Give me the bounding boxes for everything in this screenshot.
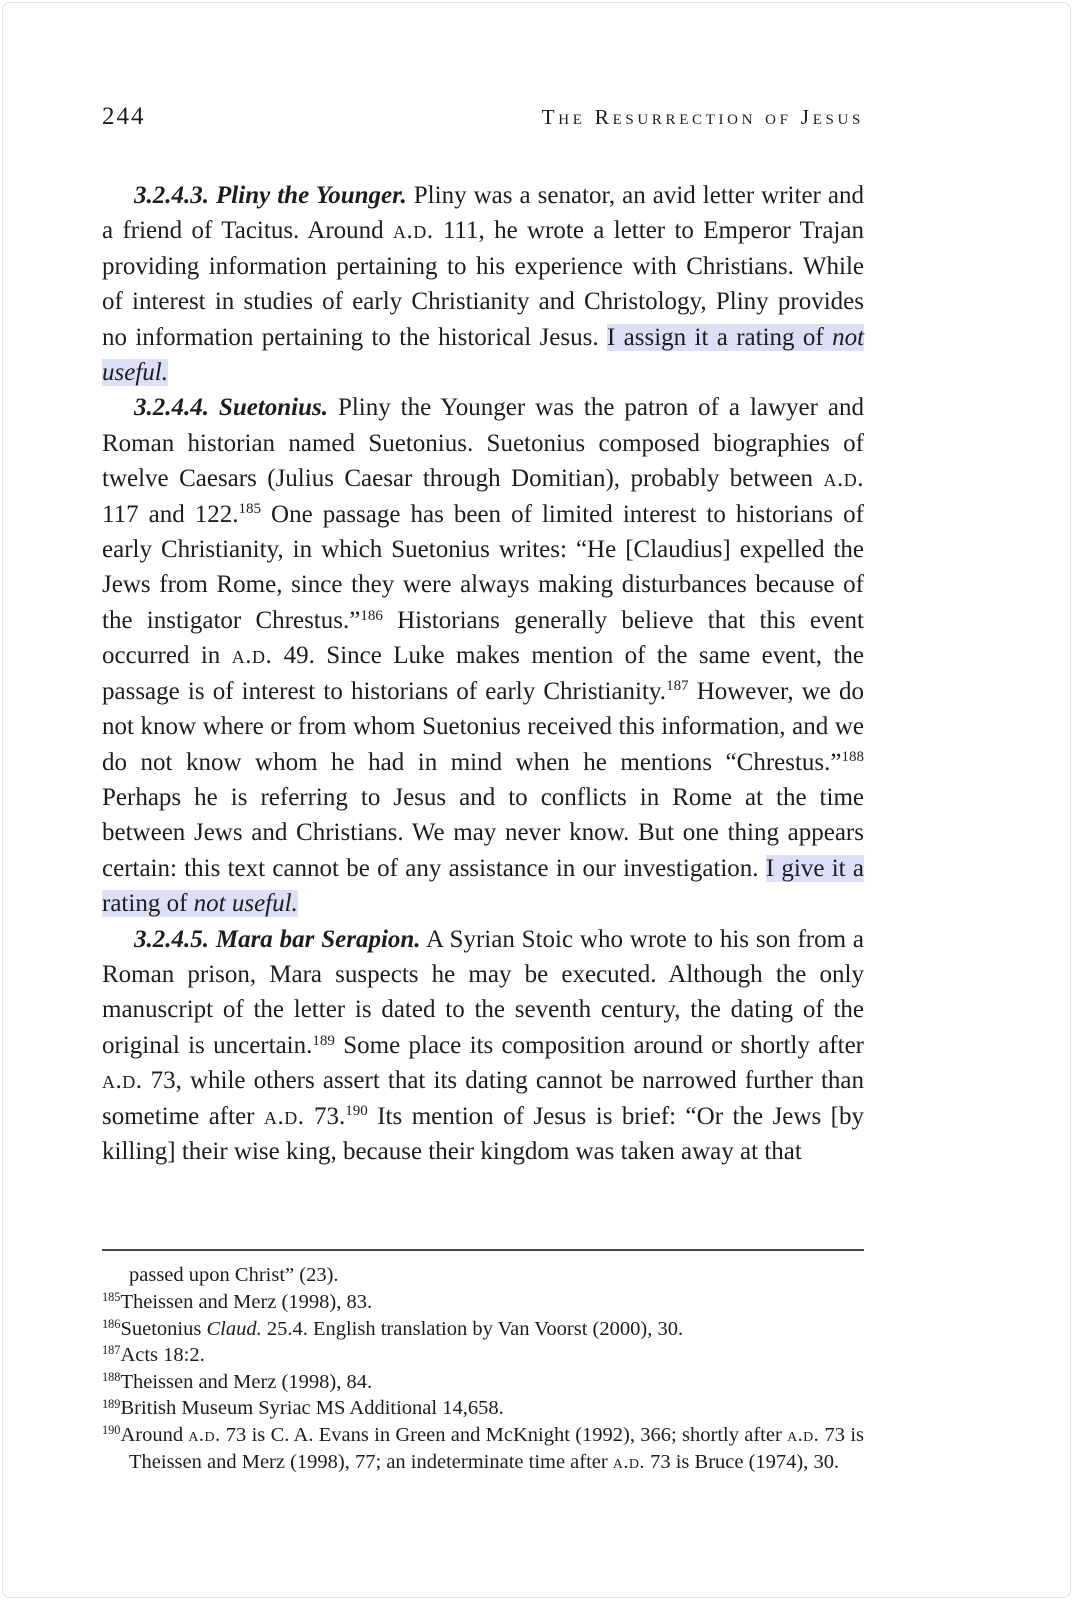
footnote-ref: 189	[312, 1032, 335, 1049]
footnote-item	[102, 1422, 864, 1475]
text-segment: 111, he wrote a letter to Emperor Trajan providing information pertaining to his experience with Christians. While of interest in studies of early Christianity and Christology, Pliny provides no information pertaining to the historical Jesus.	[102, 217, 864, 351]
page-content	[102, 103, 864, 1475]
text-segment: a.d.	[787, 1423, 820, 1446]
text-segment: Theissen and Merz (1998), 83.	[120, 1290, 373, 1313]
text-segment: Claud.	[206, 1317, 262, 1340]
text-segment: Perhaps he is referring to Jesus and to conflicts in Rome at the time between Jews and Christians. We may never know. But one thing appears certain: this text cannot be of any assistance in our investigation.	[102, 783, 864, 882]
footnote-ref: 189	[102, 1396, 121, 1411]
footnote-ref: 186	[360, 607, 383, 624]
text-segment: Around	[120, 1423, 189, 1446]
text-segment: British Museum Syriac MS Additional 14,658.	[120, 1397, 504, 1420]
footnote-ref: 188	[841, 749, 864, 766]
text-segment: 49. Since Luke makes mention of the same event, the passage is of interest to historians of early Christianity.	[102, 642, 864, 705]
text-segment: Historians generally believe that this event occurred in	[102, 606, 865, 670]
text-segment: 3.2.4.5. Mara bar Serapion.	[134, 925, 421, 953]
footnote-separator-rule	[102, 1249, 864, 1251]
footnote-item	[102, 1395, 864, 1422]
footnotes	[102, 1262, 864, 1475]
highlighted-text: not useful.	[193, 890, 298, 918]
text-segment: One passage has been of limited interest to historians of early Christianity, in which Suetonius writes: “He [Claudius] expelled the Jews from Rome, since they were always making disturbances because of the instigator Chrestus.”	[102, 500, 865, 634]
text-segment: a.d.	[102, 1067, 143, 1095]
text-segment: Its mention of Jesus is brief: “Or the Jews [by killing] their wise king, because their kingdom was taken away at that	[102, 1102, 864, 1165]
highlighted-text: I give it a rating of	[102, 854, 864, 918]
footnote-ref: 185	[102, 1290, 121, 1305]
footnote-ref: 188	[102, 1370, 121, 1384]
text-segment: 73, while others assert that its dating cannot be narrowed further than sometime after	[102, 1067, 864, 1130]
text-segment: passed upon Christ” (23).	[129, 1264, 339, 1287]
footnote-continuation	[102, 1262, 864, 1289]
body-paragraph	[102, 178, 864, 390]
text-segment: a.d.	[612, 1450, 645, 1473]
footnote-ref: 187	[102, 1343, 121, 1358]
book-page	[2, 2, 1071, 1598]
text-segment: Acts 18:2.	[120, 1344, 205, 1367]
footnote-item	[102, 1342, 864, 1369]
text-segment: 117 and 122.	[102, 500, 239, 528]
text-segment: Theissen and Merz (1998), 84.	[120, 1370, 373, 1393]
text-segment: Suetonius	[120, 1317, 207, 1340]
text-segment: 73.	[304, 1102, 346, 1130]
text-segment: a.d.	[823, 465, 864, 493]
text-segment: a.d.	[263, 1102, 305, 1130]
footnote-ref: 186	[102, 1316, 121, 1331]
text-segment: Pliny was a senator, an avid letter writer and a friend of Tacitus. Around	[102, 182, 864, 245]
text-segment: 3.2.4.4. Suetonius.	[134, 394, 329, 422]
text-segment: a.d.	[393, 217, 434, 245]
text-segment: A Syrian Stoic who wrote to his son from a Roman prison, Mara suspects he may be executed. Although the only manuscript of the letter is dated to the seventh century, the dating of the original is uncertain.	[102, 925, 864, 1059]
highlighted-text: I assign it a rating of	[606, 323, 833, 351]
running-title: The Resurrection of Jesus	[541, 105, 864, 129]
text-segment: However, we do not know where or from whom Suetonius received this information, and we do not know whom he had in mind when he mentions “Chrestus.”	[102, 677, 864, 776]
text-segment: 73 is Theissen and Merz (1998), 77; an indeterminate time after	[129, 1423, 864, 1473]
footnote-item	[102, 1289, 864, 1316]
footnote-item	[102, 1316, 864, 1343]
running-head	[102, 103, 864, 131]
footnote-ref: 185	[238, 501, 261, 518]
footnote-ref: 190	[345, 1103, 368, 1120]
body-paragraph	[102, 390, 864, 921]
footnote-ref: 187	[666, 678, 689, 695]
text-segment: a.d.	[231, 642, 273, 670]
footnote-ref: 190	[102, 1423, 121, 1438]
text-segment: Some place its composition around or shortly after	[334, 1031, 864, 1059]
footnote-item	[102, 1369, 864, 1396]
text-segment: a.d.	[188, 1423, 221, 1446]
text-segment: 73 is C. A. Evans in Green and McKnight (1992), 366; shortly after	[220, 1423, 788, 1446]
body-paragraph	[102, 922, 864, 1170]
body-text	[102, 178, 864, 1169]
text-segment: Pliny the Younger was the patron of a lawyer and Roman historian named Suetonius. Suetonius composed biographies of twelve Caesars (Julius Caesar through Domitian), probably between	[102, 394, 864, 493]
text-segment: 73 is Bruce (1974), 30.	[644, 1450, 840, 1473]
page-number: 244	[102, 103, 146, 130]
text-segment: 25.4. English translation by Van Voorst (2000), 30.	[261, 1317, 684, 1340]
highlighted-text: not useful.	[102, 323, 865, 387]
text-segment: 3.2.4.3. Pliny the Younger.	[134, 182, 407, 209]
